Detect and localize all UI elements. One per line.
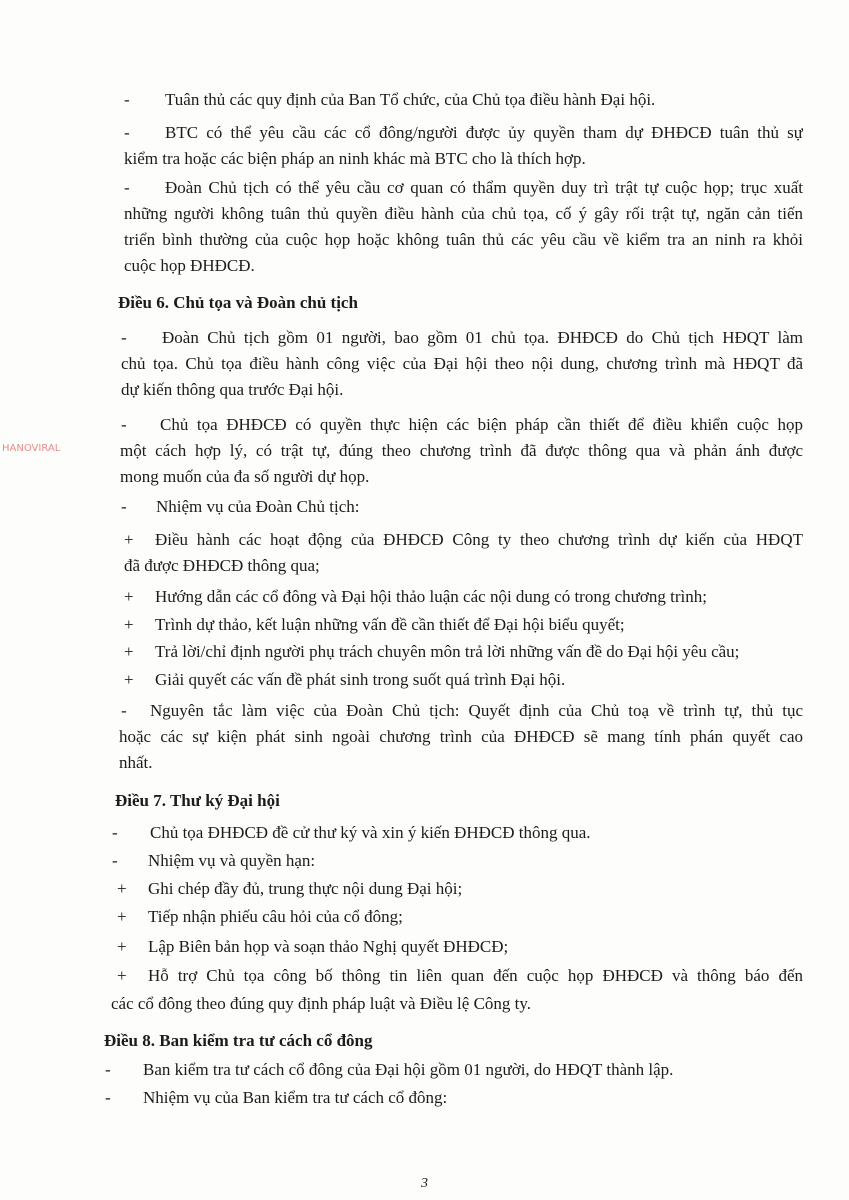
dash-bullet: -: [124, 178, 130, 197]
paragraph-line: Nhiệm vụ và quyền hạn:: [148, 851, 316, 870]
paragraph-line: Giải quyết các vấn đề phát sinh trong suốt quá trình Đại hội.: [155, 670, 566, 689]
paragraph-line: nhất.: [119, 753, 153, 772]
paragraph-line: dự kiến thông qua trước Đại hội.: [121, 380, 344, 399]
dash-bullet: -: [121, 328, 127, 347]
dash-bullet: -: [105, 1060, 111, 1079]
article-heading: Điều 7. Thư ký Đại hội: [115, 791, 280, 810]
paragraph-line: các cổ đông theo đúng quy định pháp luật và Điều lệ Công ty.: [111, 994, 532, 1013]
dash-bullet: -: [124, 123, 130, 142]
dash-bullet: -: [105, 1088, 111, 1107]
paragraph-line: Lập Biên bản họp và soạn thảo Nghị quyết ĐHĐCĐ;: [148, 937, 509, 956]
paragraph-line: Nhiệm vụ của Ban kiểm tra tư cách cổ đông:: [143, 1088, 448, 1107]
paragraph-line: những người không tuân thủ quyền điều hành của chủ tọa, cố ý gây rối trật tự, ngăn cản tiến: [124, 204, 803, 223]
plus-bullet: +: [124, 615, 134, 634]
dash-bullet: -: [121, 415, 127, 434]
plus-bullet: +: [124, 530, 134, 549]
paragraph-line: Nguyên tắc làm việc của Đoàn Chủ tịch: Quyết định của Chủ toạ về trình tự, thủ tục: [150, 701, 803, 720]
paragraph-line: Nhiệm vụ của Đoàn Chủ tịch:: [156, 497, 360, 516]
dash-bullet: -: [112, 851, 118, 870]
paragraph-line: đã được ĐHĐCĐ thông qua;: [124, 556, 320, 575]
dash-bullet: -: [121, 497, 127, 516]
paragraph-line: cuộc họp ĐHĐCĐ.: [124, 256, 255, 275]
page-number: 3: [421, 1176, 428, 1191]
paragraph-line: Tiếp nhận phiếu câu hỏi của cổ đông;: [148, 907, 403, 926]
dash-bullet: -: [124, 90, 130, 109]
paragraph-line: chủ tọa. Chủ tọa điều hành công việc của Đại hội theo nội dung, chương trình mà HĐQT đã: [121, 354, 803, 373]
paragraph-line: hoặc các sự kiện phát sinh ngoài chương trình của ĐHĐCĐ sẽ mang tính phán quyết cao: [119, 727, 803, 746]
paragraph-line: Điều hành các hoạt động của ĐHĐCĐ Công ty theo chương trình dự kiến của HĐQT: [155, 530, 803, 549]
paragraph-line: Trình dự thảo, kết luận những vấn đề cần thiết để Đại hội biểu quyết;: [155, 615, 625, 634]
paragraph-line: Ban kiểm tra tư cách cổ đông của Đại hội gồm 01 người, do HĐQT thành lập.: [143, 1060, 674, 1079]
paragraph-line: Chủ tọa ĐHĐCĐ có quyền thực hiện các biện pháp cần thiết để điều khiển cuộc họp: [160, 415, 803, 434]
article-heading: Điều 6. Chủ tọa và Đoàn chủ tịch: [118, 293, 358, 312]
plus-bullet: +: [124, 670, 134, 689]
paragraph-line: Hỗ trợ Chủ tọa công bố thông tin liên quan đến cuộc họp ĐHĐCĐ và thông báo đến: [148, 966, 803, 985]
article-heading: Điều 8. Ban kiểm tra tư cách cổ đông: [104, 1031, 373, 1050]
dash-bullet: -: [112, 823, 118, 842]
dash-bullet: -: [121, 701, 127, 720]
paragraph-line: Trả lời/chỉ định người phụ trách chuyên môn trả lời những vấn đề do Đại hội yêu cầu;: [155, 642, 740, 661]
paragraph-line: triển bình thường của cuộc họp hoặc không tuân thủ các yêu cầu về kiểm tra an ninh ra khỏi: [124, 230, 803, 249]
plus-bullet: +: [117, 966, 127, 985]
paragraph-line: kiểm tra hoặc các biện pháp an ninh khác mà BTC cho là thích hợp.: [124, 149, 586, 168]
margin-stamp: HANOVIRAL: [2, 443, 61, 454]
paragraph-line: một cách hợp lý, có trật tự, đúng theo chương trình đã được thông qua và phản ánh được: [120, 441, 803, 460]
plus-bullet: +: [117, 937, 127, 956]
paragraph-line: Đoàn Chủ tịch có thể yêu cầu cơ quan có thẩm quyền duy trì trật tự cuộc họp; trục xuất: [165, 178, 803, 197]
paragraph-line: mong muốn của đa số người dự họp.: [120, 467, 370, 486]
paragraph-line: Đoàn Chủ tịch gồm 01 người, bao gồm 01 chủ tọa. ĐHĐCĐ do Chủ tịch HĐQT làm: [162, 328, 803, 347]
plus-bullet: +: [117, 879, 127, 898]
paragraph-line: Ghi chép đầy đủ, trung thực nội dung Đại hội;: [148, 879, 463, 898]
paragraph-line: Chủ tọa ĐHĐCĐ đề cử thư ký và xin ý kiến ĐHĐCĐ thông qua.: [150, 823, 591, 842]
plus-bullet: +: [124, 642, 134, 661]
paragraph-line: BTC có thể yêu cầu các cổ đông/người được ủy quyền tham dự ĐHĐCĐ tuân thủ sự: [165, 123, 803, 142]
paragraph-line: Tuân thủ các quy định của Ban Tổ chức, của Chủ tọa điều hành Đại hội.: [165, 90, 656, 109]
plus-bullet: +: [117, 907, 127, 926]
paragraph-line: Hướng dẫn các cổ đông và Đại hội thảo luận các nội dung có trong chương trình;: [155, 587, 707, 606]
plus-bullet: +: [124, 587, 134, 606]
